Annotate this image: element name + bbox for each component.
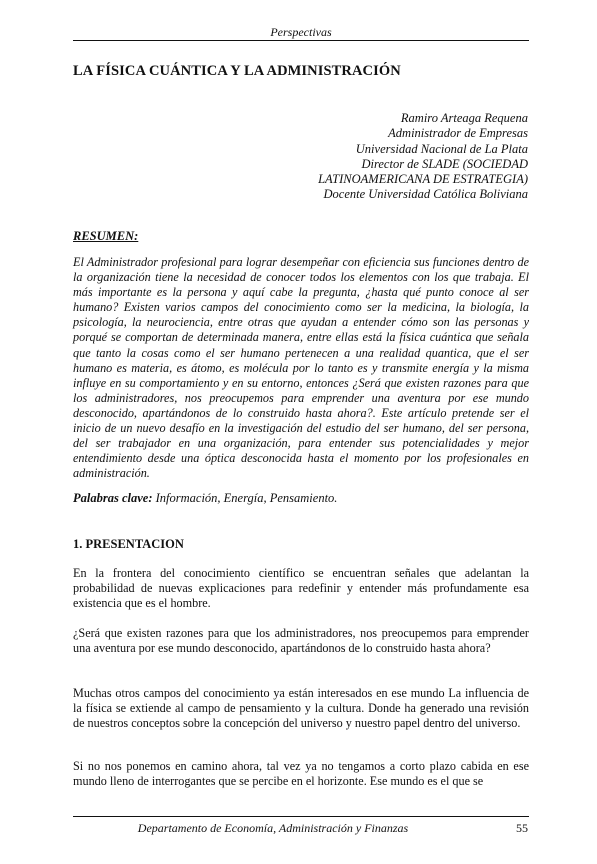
keywords-line [73, 491, 337, 506]
abstract-heading: RESUMEN: [73, 229, 139, 243]
article-title: LA FÍSICA CUÁNTICA Y LA ADMINISTRACIÓN [73, 63, 401, 79]
author-teaching: Docente Universidad Católica Boliviana [323, 187, 528, 202]
header-rule [73, 40, 529, 41]
running-header: Perspectivas [270, 25, 332, 39]
page-number: 55 [516, 821, 528, 835]
author-role-line-2: LATINOAMERICANA DE ESTRATEGIA) [318, 172, 528, 187]
keywords-text: Información, Energía, Pensamiento. [152, 491, 338, 505]
abstract-text: El Administrador profesional para lograr desempeñar con eficiencia sus funciones dentro de la organización tiene la necesidad de conocer todos los elementos con los que trabaja. El más importante es la persona y aquí cabe la pregunta, ¿hasta qué punto conoce al ser humano? Existen varios campos del conocimiento como ser la medicina, la biología, la psicología, la neurociencia, entre otras que ayudan a entender cómo son las personas y porqué se comportan de determinada manera, entre ellas está la física cuántica que señala que tanto la cosas como el ser humano pertenecen a una realidad quantica, que el ser humano es materia, es átomo, es molécula por lo tanto es y transmite energía y la misma influye en su comportamiento y en su entorno, entonces ¿Será que existen razones para que los administradores, nos preocupemos para emprender una aventura por ese mundo desconocido, apartándonos de lo construido hasta ahora?. Este artículo pretende ser el inicio de un nuevo desafío en la investigación del estudio del ser humano, del ser persona, del ser trabajador en una organización, para entender sus potencialidades y mejor entendimiento desde una óptica desconocida hasta el momento por los profesionales en administración. [73, 255, 529, 481]
body-paragraph: Si no nos ponemos en camino ahora, tal vez ya no tengamos a corto plazo cabida en ese mundo lleno de interrogantes que se percibe en el horizonte. Ese mundo es el que se [73, 759, 529, 789]
body-paragraph: En la frontera del conocimiento científico se encuentran señales que adelantan la probabilidad de nuevas explicaciones para redefinir y entender más profundamente esa existencia que es el hombre. [73, 566, 529, 611]
author-block [318, 111, 528, 203]
section-heading: 1. PRESENTACION [73, 537, 184, 551]
author-profession: Administrador de Empresas [388, 126, 528, 141]
footer-department: Departamento de Economía, Administración y Finanzas [137, 821, 409, 835]
keywords-label: Palabras clave: [73, 491, 153, 505]
footer-rule [73, 816, 529, 817]
body-paragraph: Muchas otros campos del conocimiento ya están interesados en ese mundo La influencia de la física se extiende al campo de pensamiento y la cultura. Donde ha generado una revisión de nuestros conceptos sobre la concepción del universo y nuestro papel dentro del universo. [73, 686, 529, 731]
body-paragraph: ¿Será que existen razones para que los administradores, nos preocupemos para emprender una aventura por ese mundo desconocido, apartándonos de lo construido hasta ahora? [73, 626, 529, 656]
author-university: Universidad Nacional de La Plata [355, 141, 528, 156]
author-role-line-1: Director de SLADE (SOCIEDAD [361, 156, 528, 171]
author-name: Ramiro Arteaga Requena [400, 111, 528, 125]
